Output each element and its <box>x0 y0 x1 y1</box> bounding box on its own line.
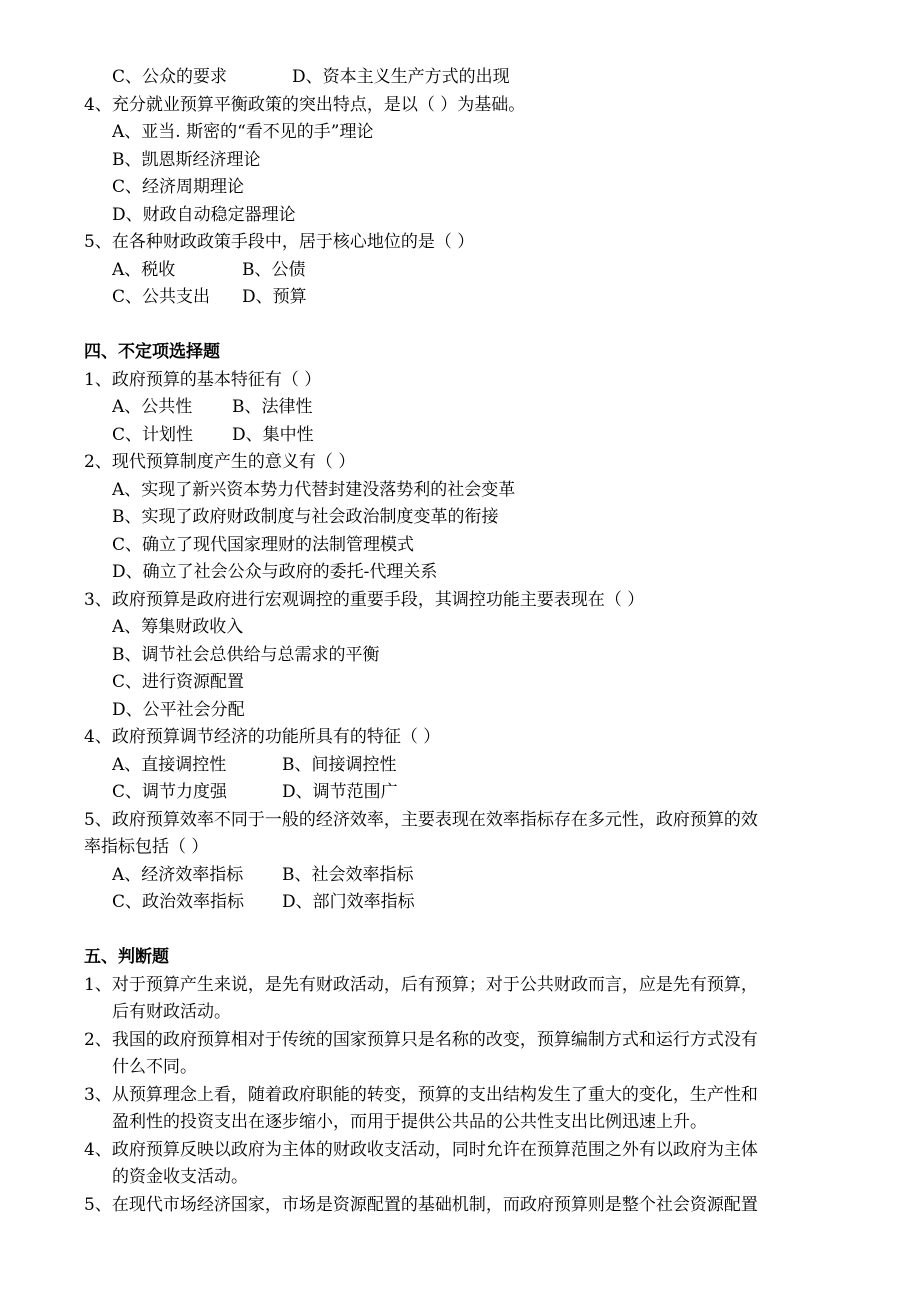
s3-q4-option-b: B、凯恩斯经济理论 <box>112 150 261 170</box>
s3-q3-option-c: C、公众的要求 <box>112 67 228 87</box>
s3-q5-options-ab <box>112 257 857 284</box>
s4-q4-options-ab <box>112 752 857 779</box>
s4-q1-options-ab <box>112 394 857 421</box>
s5-item-1-line1: 1、对于预算产生来说，是先有财政活动，后有预算；对于公共财政而言，应是先有预算， <box>84 975 758 995</box>
s5-item-5-line1: 5、在现代市场经济国家，市场是资源配置的基础机制，而政府预算则是整个社会资源配置 <box>84 1195 758 1215</box>
s3-q5-option-d: D、预算 <box>242 287 307 307</box>
s3-q4-option-d: D、财政自动稳定器理论 <box>112 205 296 225</box>
s4-q3-option-c: C、进行资源配置 <box>112 672 245 692</box>
s4-q2-option-b: B、实现了政府财政制度与社会政治制度变革的衔接 <box>112 507 499 527</box>
s4-q5-option-c: C、政治效率指标 <box>112 892 245 912</box>
s4-q5-option-d: D、部门效率指标 <box>282 892 415 912</box>
s4-q5-options-cd <box>112 889 857 916</box>
s3-q4-option-c: C、经济周期理论 <box>112 177 245 197</box>
s4-q1-stem: 1、政府预算的基本特征有（ ） <box>84 370 322 390</box>
s4-q3-option-b: B、调节社会总供给与总需求的平衡 <box>112 645 380 665</box>
s5-item-3-line2: 盈利性的投资支出在逐步缩小，而用于提供公共品的公共性支出比例迅速上升。 <box>112 1112 707 1132</box>
s3-q5-stem: 5、在各种财政政策手段中，居于核心地位的是（ ） <box>84 232 475 252</box>
s4-q2-option-a: A、实现了新兴资本势力代替封建没落势利的社会变革 <box>112 480 516 500</box>
s3-q3-options-cd <box>112 64 857 91</box>
s4-q1-option-c: C、计划性 <box>112 425 194 445</box>
section5-heading: 五、判断题 <box>84 947 169 967</box>
s4-q3-option-d: D、公平社会分配 <box>112 700 245 720</box>
s5-item-4-line1: 4、政府预算反映以政府为主体的财政收支活动，同时允许在预算范围之外有以政府为主体 <box>84 1140 758 1160</box>
s5-item-4-line2: 的资金收支活动。 <box>112 1167 248 1187</box>
s3-q5-option-b: B、公债 <box>242 260 306 280</box>
s4-q3-stem: 3、政府预算是政府进行宏观调控的重要手段，其调控功能主要表现在（ ） <box>84 590 645 610</box>
s4-q4-option-a: A、直接调控性 <box>112 755 227 775</box>
s3-q4-stem: 4、充分就业预算平衡政策的突出特点，是以（ ）为基础。 <box>84 95 526 115</box>
s4-q2-option-c: C、确立了现代国家理财的法制管理模式 <box>112 535 415 555</box>
s4-q1-option-a: A、公共性 <box>112 397 193 417</box>
s4-q3-option-a: A、筹集财政收入 <box>112 617 244 637</box>
s4-q4-option-b: B、间接调控性 <box>282 755 397 775</box>
s5-item-1-line2: 后有财政活动。 <box>112 1002 231 1022</box>
s3-q5-option-c: C、公共支出 <box>112 287 211 307</box>
s4-q2-stem: 2、现代预算制度产生的意义有（ ） <box>84 452 356 472</box>
section4-heading: 四、不定项选择题 <box>84 342 220 362</box>
s3-q5-option-a: A、税收 <box>112 260 176 280</box>
s3-q4-option-a: A、亚当. 斯密的“看不见的手”理论 <box>112 122 374 142</box>
s4-q5-stem-line1: 5、政府预算效率不同于一般的经济效率，主要表现在效率指标存在多元性，政府预算的效 <box>84 810 758 830</box>
s4-q1-option-b: B、法律性 <box>232 397 313 417</box>
s5-item-2-line1: 2、我国的政府预算相对于传统的国家预算只是名称的改变，预算编制方式和运行方式没有 <box>84 1030 758 1050</box>
s3-q5-options-cd <box>112 284 857 311</box>
s4-q4-stem: 4、政府预算调节经济的功能所具有的特征（ ） <box>84 727 441 747</box>
s4-q2-option-d: D、确立了社会公众与政府的委托-代理关系 <box>112 562 438 582</box>
s4-q5-stem-line2: 率指标包括（ ） <box>84 837 209 857</box>
s5-item-2-line2: 什么不同。 <box>112 1057 197 1077</box>
s4-q4-options-cd <box>112 779 857 806</box>
s4-q5-options-ab <box>112 862 857 889</box>
s4-q1-option-d: D、集中性 <box>232 425 314 445</box>
s4-q4-option-d: D、调节范围广 <box>282 782 398 802</box>
s4-q1-options-cd <box>112 422 857 449</box>
s4-q5-option-a: A、经济效率指标 <box>112 865 244 885</box>
s4-q4-option-c: C、调节力度强 <box>112 782 228 802</box>
s3-q3-option-d: D、资本主义生产方式的出现 <box>292 67 510 87</box>
s5-item-3-line1: 3、从预算理念上看，随着政府职能的转变，预算的支出结构发生了重大的变化，生产性和 <box>84 1085 758 1105</box>
s4-q5-option-b: B、社会效率指标 <box>282 865 414 885</box>
